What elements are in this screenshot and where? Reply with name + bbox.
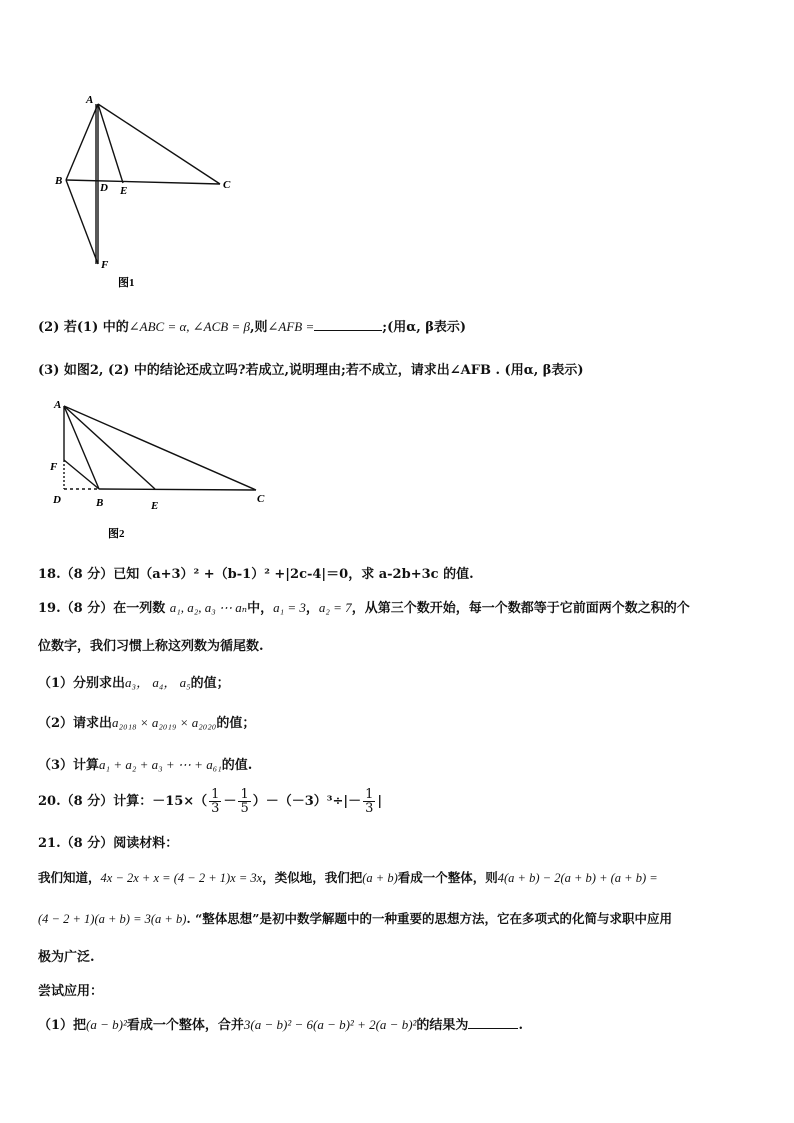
q19-part1 (38, 672, 230, 691)
q19-part2-math: a₂₀₁₈ × a₂₀₁₉ × a₂₀₂₀ (112, 715, 217, 730)
question-18: 18.（8 分）已知（a+3）² +（b-1）² +|2c-4|＝0，求 a-2b+3c 的值. (38, 567, 474, 582)
q19-mid: 中， (247, 601, 274, 616)
q21-part1-suffix: 的结果为 (416, 1018, 469, 1033)
q21-l1-math2: (a + b) (362, 871, 398, 885)
q19-a2: a₂ = 7 (318, 600, 352, 615)
fig2-label-f: F (50, 461, 58, 473)
q17-part2 (38, 316, 466, 335)
q20-suffix: | (377, 794, 383, 809)
q19-prefix: 19.（8 分）在一列数 (38, 601, 166, 616)
fig2-label-d: D (53, 494, 61, 506)
q21-l1-mid: ，类似地，我们把 (262, 870, 363, 885)
q21-l1-mid2: 看成一个整体，则 (397, 870, 498, 885)
fig2-label-e: E (151, 500, 159, 512)
q19-part2-suffix: 的值； (216, 716, 256, 731)
q19-comma: ， (305, 601, 319, 616)
figure-1-drawing (52, 90, 242, 320)
answer-blank-2[interactable] (468, 1028, 518, 1029)
figure-1 (52, 90, 242, 320)
question-21-title: 21.（8 分）阅读材料： (38, 836, 179, 851)
q21-line1 (38, 868, 658, 886)
q21-line3: 极为广泛. (38, 950, 95, 965)
answer-blank[interactable] (314, 330, 382, 331)
q19-part1-prefix: （1）分别求出 (38, 676, 126, 691)
q17-part2-prefix: (2) 若(1) 中的 (38, 320, 129, 335)
q17-part3: (3) 如图2, (2) 中的结论还成立吗?若成立,说明理由;若不成立，请求出∠AFB . (用α, β表示) (38, 363, 584, 378)
q21-l1-prefix: 我们知道， (38, 870, 101, 885)
fraction-one-fifth (238, 788, 250, 815)
q19-part3-math: a₁ + a₂ + a₃ + ⋯ + a₆₁ (99, 757, 222, 772)
question-19-line1 (38, 597, 690, 616)
frac1-num: 1 (211, 787, 220, 802)
q19-part3-suffix: 的值. (221, 758, 253, 773)
q21-l1-math3: 4(a + b) − 2(a + b) + (a + b) = (497, 871, 658, 885)
q21-part1-math1: (a − b)² (86, 1017, 127, 1032)
question-19-line2: 位数字，我们习惯上称这列数为循尾数. (38, 639, 264, 654)
q19-part2-prefix: （2）请求出 (38, 716, 113, 731)
q17-part2-math1: ∠ABC = α, ∠ACB = β (128, 319, 250, 334)
fig1-label-f: F (101, 259, 109, 271)
q21-l1-math1: 4x − 2x + x = (4 − 2 + 1)x = 3x (100, 871, 263, 885)
q17-part2-mid: ,则 (249, 320, 268, 335)
frac3-den: 3 (365, 801, 374, 816)
fig1-caption: 图1 (118, 277, 135, 289)
q21-l2-math: (4 − 2 + 1)(a + b) = 3(a + b) (38, 912, 187, 926)
q21-line2 (38, 909, 672, 927)
fig1-label-e: E (120, 185, 128, 197)
q21-part1-prefix: （1）把 (38, 1018, 87, 1033)
fig2-caption: 图2 (108, 528, 125, 540)
fig2-label-c: C (257, 493, 265, 505)
q19-suffix: ，从第三个数开始，每一个数都等于它前面两个数之积的个 (351, 601, 690, 616)
q17-part2-suffix: ;(用α, β表示) (382, 320, 467, 335)
q19-part1-math: a₃， a₄， a₅ (125, 675, 191, 690)
q19-part2 (38, 712, 255, 731)
fig1-label-d: D (100, 182, 108, 194)
q19-part3-prefix: （3）计算 (38, 758, 100, 773)
frac1-den: 3 (211, 801, 220, 816)
q20-prefix: 20.（8 分）计算：－15×（ (38, 794, 208, 809)
q19-sequence: a₁, a₂, a₃ ⋯ aₙ (169, 600, 248, 615)
q17-part2-math2: ∠AFB = (267, 319, 315, 334)
fraction-one-third-2 (363, 788, 375, 815)
fig2-label-b: B (96, 497, 104, 509)
q21-l2-text: . “整体思想”是初中数学解题中的一种重要的思想方法，它在多项式的化简与求职中应用 (186, 911, 672, 926)
fraction-one-third (209, 788, 221, 815)
fig1-label-c: C (223, 179, 231, 191)
figure-2-drawing (48, 396, 278, 546)
question-20 (38, 788, 382, 815)
q19-part1-suffix: 的值； (190, 676, 230, 691)
frac3-num: 1 (365, 787, 374, 802)
q21-part1 (38, 1014, 523, 1033)
q21-part1-end: . (518, 1018, 523, 1033)
figure-2 (48, 396, 278, 546)
frac2-den: 5 (240, 801, 249, 816)
q19-part3 (38, 754, 252, 773)
q19-a1: a₁ = 3 (273, 600, 306, 615)
fig1-label-a: A (86, 94, 94, 106)
fig1-label-b: B (55, 175, 63, 187)
q21-part1-mid: 看成一个整体，合并 (126, 1018, 244, 1033)
fig2-label-a: A (54, 399, 62, 411)
q21-part1-math2: 3(a − b)² − 6(a − b)² + 2(a − b)² (243, 1017, 417, 1032)
frac2-num: 1 (240, 787, 249, 802)
q21-try: 尝试应用： (38, 984, 104, 999)
q20-minus: － (223, 794, 237, 809)
q20-mid: ）－（－3）³÷|－ (252, 794, 362, 809)
